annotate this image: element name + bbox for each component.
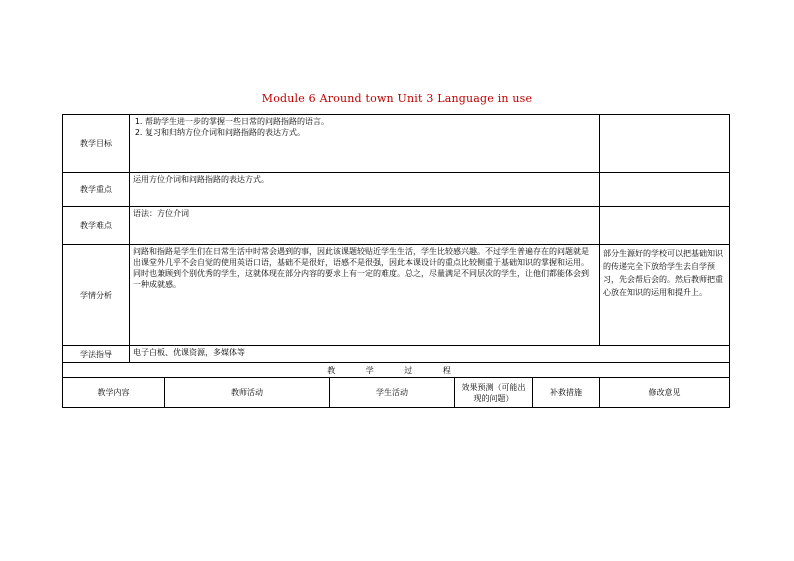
analysis-note: 部分生源好的学校可以把基础知识的传递完全下放给学生去自学预习，先会帮后会的。然后教师把重心放在知识的运用和提升上。: [600, 245, 730, 346]
goal-item-1: 1. 帮助学生进一步的掌握一些日常的问路指路的语言。: [145, 116, 596, 127]
method-content: 电子白板、优课资源，多媒体等: [130, 346, 730, 363]
key-points-label: 教学重点: [63, 173, 130, 207]
key-points-row: [63, 173, 730, 207]
difficulties-row: [63, 207, 730, 245]
difficulties-label: 教学难点: [63, 207, 130, 245]
columns-row: [63, 378, 730, 408]
column-content: 教学内容: [63, 378, 165, 408]
key-points-note: [600, 173, 730, 207]
process-header: 教 学 过 程: [327, 365, 465, 375]
goals-label: 教学目标: [63, 115, 130, 173]
lesson-plan-table: [62, 114, 730, 408]
column-prediction: 效果预测（可能出现的问题）: [455, 378, 533, 408]
goals-content: [130, 115, 600, 173]
analysis-row: [63, 245, 730, 346]
difficulties-content: 语法：方位介词: [130, 207, 600, 245]
method-label: 学法指导: [63, 346, 130, 363]
column-remedy: 补救措施: [533, 378, 600, 408]
column-teacher: 教师活动: [165, 378, 330, 408]
analysis-content: 问路和指路是学生们在日常生活中时常会遇到的事，因此该课题较贴近学生生活，学生比较感兴趣。不过学生普遍存在的问题就是出课堂外几乎不会自觉的使用英语口语，基础不是很好，语感不是很强，因此本课设计的重点比较侧重于基础知识的掌握和运用。同时也兼顾到个别优秀的学生，这就体现在部分内容的要求上有一定的难度。总之，尽量满足不同层次的学生，让他们都能体会到一种成就感。: [130, 245, 600, 346]
goals-row: [63, 115, 730, 173]
goal-item-2: 2. 复习和归纳方位介词和问路指路的表达方式。: [145, 127, 596, 138]
column-revision: 修改意见: [600, 378, 730, 408]
process-header-row: [63, 363, 730, 378]
method-row: [63, 346, 730, 363]
goals-note: [600, 115, 730, 173]
goals-list: [133, 116, 596, 138]
key-points-content: 运用方位介词和问路指路的表达方式。: [130, 173, 600, 207]
document-title: Module 6 Around town Unit 3 Language in use: [261, 92, 533, 105]
column-student: 学生活动: [330, 378, 455, 408]
difficulties-note: [600, 207, 730, 245]
analysis-label: 学情分析: [63, 245, 130, 346]
